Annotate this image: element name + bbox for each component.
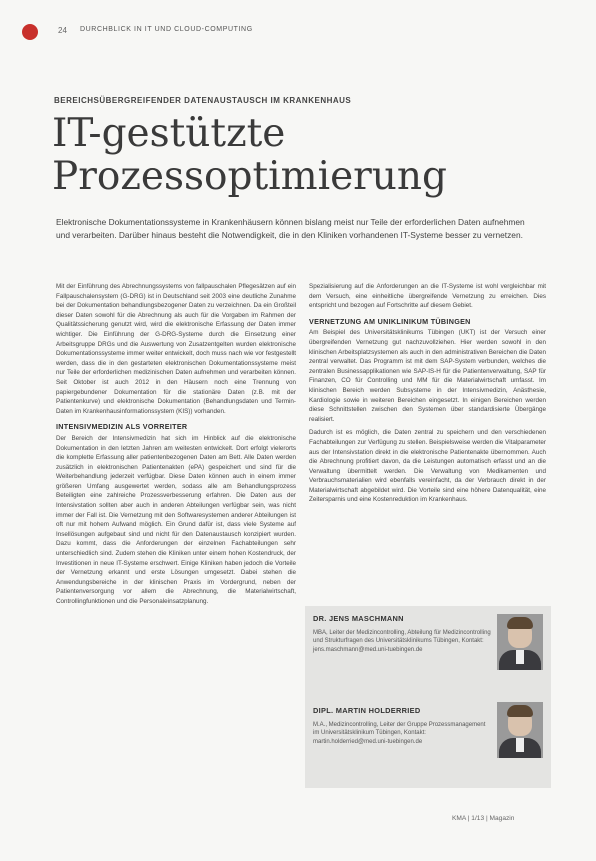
running-head: DURCHBLICK IN IT UND CLOUD-COMPUTING [80,26,253,33]
author-photo [497,614,543,670]
column-right [309,282,546,602]
section-heading-intensivmedizin: INTENSIVMEDIZIN ALS VORREITER [56,422,188,432]
article-kicker: BEREICHSÜBERGREIFENDER DATENAUSTAUSCH IM KRANKENHAUS [54,96,352,105]
author-bio-2 [313,706,493,746]
paragraph: Dadurch ist es möglich, die Daten zentral zu speichern und den verschiedenen Fachabteilungen zur Verfügung zu stellen. Beispielsweise werden die Vitalparameter aus der Intensivstation direkt in die elektronische Patientenakte übernommen. Auch die Abrechnung profitiert davon, da die Leistungen automatisch erfasst und an die Verwaltung übermittelt werden. Die Verwaltung von Medikamenten und Verbrauchsmaterialien wird ebenfalls vereinfacht, da der Verbrauch direkt in der Materialwirtschaft abgebildet wird. Die Vorteile sind eine höhere Datenqualität, eine Zeitersparnis und eine Kostenreduktion im Krankenhaus. [309,429,546,504]
article-title: IT-gestützte Prozessoptimierung [52,111,447,199]
column-left [56,282,296,802]
red-dot-marker [22,24,38,40]
section-heading-vernetzung: VERNETZUNG AM UNIKLINIKUM TÜBINGEN [309,316,471,326]
author-description: MBA, Leiter der Medizincontrolling, Abteilung für Medizincontrolling und Strukturfragen des Universitätsklinikums Tübingen, Kontakt: jens.maschmann@med.uni-tuebingen.de [313,630,491,653]
author-description: M.A., Medizincontrolling, Leiter der Gruppe Prozessmanagement im Universitätsklinikum Tübingen, Kontakt: martin.holderried@med.uni-tuebingen.de [313,722,486,745]
author-bio-1 [313,614,493,654]
author-box [305,606,551,788]
paragraph: Am Beispiel des Universitätsklinikums Tübingen (UKT) ist der Versuch einer übergreifenden Vernetzung gut nachzuvollziehen. Hier werden sowohl in den klinischen Arbeitsplatzsystemen als auch in den administrativen Bereichen die Daten zentral verwaltet. Das Programm ist mit dem SAP-System verbunden, welches die zentralen Businessapplikationen wie SAP-IS-H für die Patientenverwaltung, SAP für Finanzen, CO für Controlling und MM für die Materialwirtschaft umfasst. Im klinischen Bereich werden Subsysteme in der Intensivmedizin, Anästhesie, Kardiologie sowie in weiteren Bereichen eingesetzt. In einigen Bereichen werden diese Schnittstellen zwischen den Systemen über standardisierte Übergänge realisiert. [309,329,546,423]
author-photo [497,702,543,758]
paragraph: Mit der Einführung des Abrechnungssystems von fallpauschalen Pflegesätzen auf ein Fallpauschalensystem (G-DRG) ist in Deutschland seit 2003 eine deutliche Zunahme bei der Dokumentation behandlungsbezogener Daten zu verzeichnen. Da ein Großteil dieser Daten sowohl für die Abrechnung als auch für die Vorgaben im Rahmen der Qualitätssicherung genutzt wird, wird die elektronische Erfassung der Daten immer wichtiger. Die Einführung der G-DRG-Systeme durch die Einsetzung einer Arbeitsgruppe DRGs und die Auswertung von Zusatzentgelten wurden elektronische Dokumentationssysteme immer weiter entwickelt, doch muss nach wie vor festgestellt werden, dass die in den gestarteten elektronischen Dokumentationssysteme meist nur Teile der erforderlichen medizinischen Daten aufnehmen und verarbeiten können. Seit Oktober ist auch 2012 in den Häusern noch eine Trennung von papiergebundener Dokumentation für die stationäre Daten (z.B. mit der Patientenkurve) und elektronische Dokumentation (Behandlungsdaten und Termin-Daten im Krankenhausinformationssystem (KIS)) vorhanden. [56,283,296,415]
author-name: DIPL. MARTIN HOLDERRIED [313,706,421,715]
page-footer: KMA | 1/13 | Magazin [452,815,515,822]
article-lead: Elektronische Dokumentationssysteme in Krankenhäusern können bislang meist nur Teile der erforderlichen Daten aufnehmen und verarbeiten. Darüber hinaus besteht die Notwendigkeit, die in den Kliniken vorhandenen IT-Systeme besser zu vernetzen. [56,217,525,240]
paragraph: Der Bereich der Intensivmedizin hat sich im Hinblick auf die elektronische Dokumentation in den letzten Jahren am weitesten entwickelt. Dort erfolgt vielerorts die komplette Erfassung aller patientenbezogenen Daten am Bett. Alle Daten werden zusätzlich in elektronischen Patientenakten (ePA) gespeichert und sind für die Weiterbehandlung jederzeit verfügbar. Diese Daten können auch in einem immer größeren Umfang ausgewertet werden, sodass alle am Behandlungsprozess Beteiligten eine zahlreiche Prozessverbesserung erfahren. Die Daten aus der Intensivstation sollten aber auch in anderen Abteilungen verfügbar sein, was nicht immer der Fall ist. Die Vernetzung mit den Softwaresystemen anderer Abteilungen ist oft nur mit hohem Aufwand möglich. Ein Grund dafür ist, dass viele Systeme auf Insellösungen aufgebaut sind und nicht für den Datenaustausch konzipiert wurden. Dazu kommt, dass die Anforderungen der einzelnen Fachabteilungen sehr unterschiedlich sind. Zudem stehen die Kliniken unter einem hohen Kostendruck, der Investitionen in neue IT-Systeme erschwert. Einige Kliniken haben jedoch die Vorteile der Vernetzung erkannt und erste Lösungen umgesetzt. Dabei stehen die Anwendungsbereiche in der klinischen Praxis im Vordergrund, neben der Patientenversorgung vor allem die Abrechnung, die Materialwirtschaft, Controllingfunktionen und die Personaleinsatzplanung. [56,434,296,605]
page-number: 24 [58,26,67,35]
author-name: DR. JENS MASCHMANN [313,614,404,623]
paragraph: Spezialisierung auf die Anforderungen an die IT-Systeme ist wohl vergleichbar mit dem Versuch, eine einheitliche übergreifende Vernetzung zu erreichen. Dies entspricht und bezogen auf Fortschritte auf diesem Gebiet. [309,283,546,310]
